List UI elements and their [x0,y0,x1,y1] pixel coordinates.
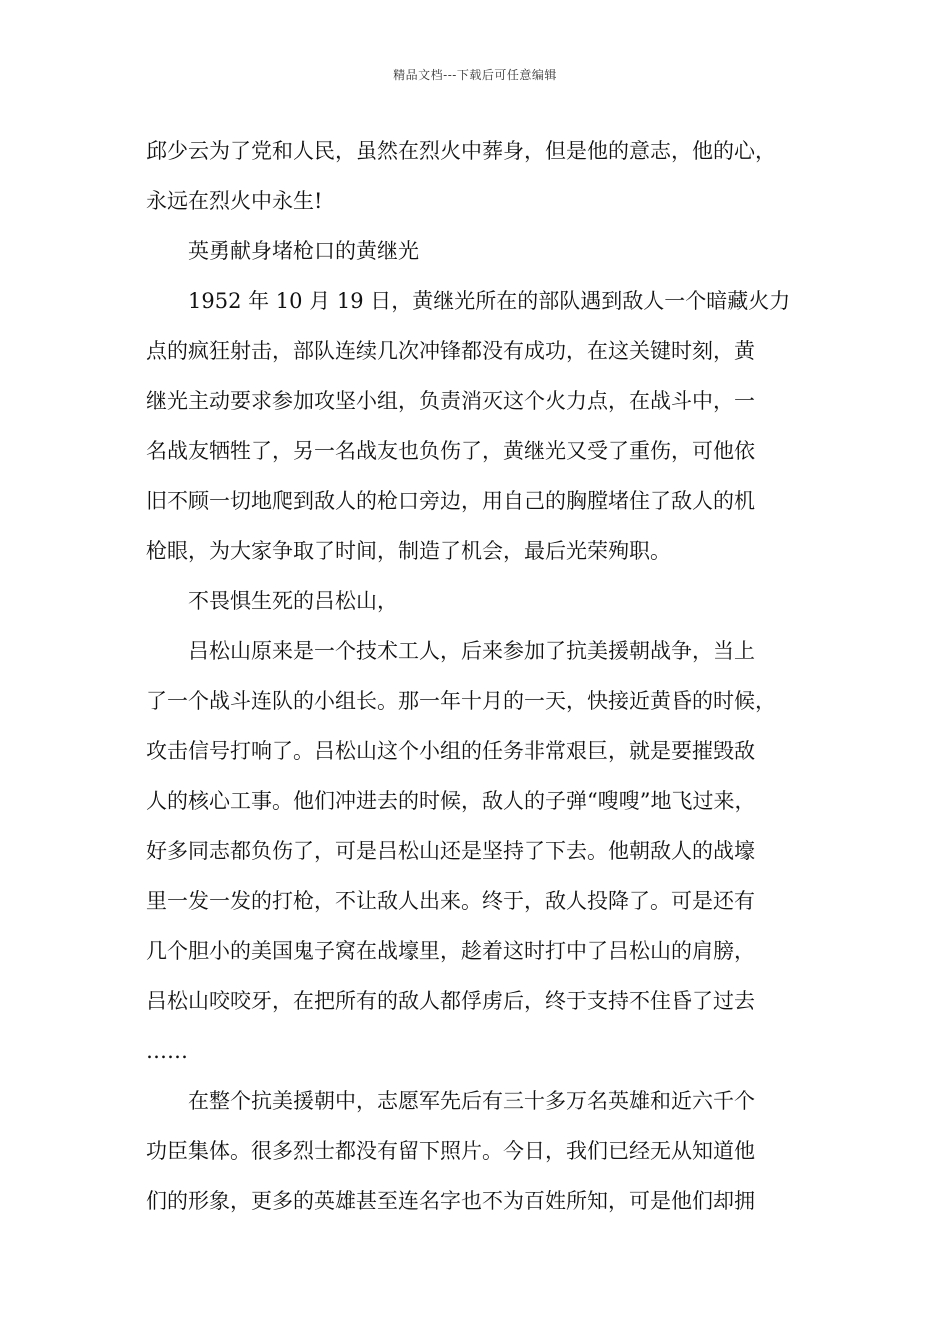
text-line: 1952 年 10 月 19 日，黄继光所在的部队遇到敌人一个暗藏火力 [188,289,791,313]
text-line: 几个胆小的美国鬼子窝在战壕里，趁着这时打中了吕松山的肩膀， [146,939,755,963]
text-line: 功臣集体。很多烈士都没有留下照片。今日，我们已经无从知道他 [146,1139,755,1163]
text-line: 在整个抗美援朝中，志愿军先后有三十多万名英雄和近六千个 [188,1089,755,1113]
document-body [146,126,806,1226]
text-line: 点的疯狂射击，部队连续几次冲锋都没有成功，在这关键时刻，黄 [146,339,755,363]
section-heading-huang-jiguang: 英勇献身堵枪口的黄继光 [188,239,419,263]
text-line: 好多同志都负伤了，可是吕松山还是坚持了下去。他朝敌人的战壕 [146,839,755,863]
text-line: 邱少云为了党和人民，虽然在烈火中葬身，但是他的意志，他的心， [146,139,776,163]
text-line: 旧不顾一切地爬到敌人的枪口旁边，用自己的胸膛堵住了敌人的机 [146,489,755,513]
section-heading-lu-songshan: 不畏惧生死的吕松山， [188,589,398,613]
text-line: 们的形象，更多的英雄甚至连名字也不为百姓所知，可是他们却拥 [146,1189,755,1213]
text-line: 人的核心工事。他们冲进去的时候，敌人的子弹“嗖嗖”地飞过来， [146,789,756,813]
ellipsis-line: …… [146,1039,188,1063]
text-line: 继光主动要求参加攻坚小组，负责消灭这个火力点，在战斗中，一 [146,389,755,413]
text-line: 吕松山原来是一个技术工人，后来参加了抗美援朝战争，当上 [188,639,755,663]
page-header: 精品文档---下载后可任意编辑 [393,68,557,82]
text-line: 里一发一发的打枪，不让敌人出来。终于，敌人投降了。可是还有 [146,889,755,913]
text-line: 枪眼，为大家争取了时间，制造了机会，最后光荣殉职。 [146,539,671,563]
text-line: 名战友牺牲了，另一名战友也负伤了，黄继光又受了重伤，可他依 [146,439,755,463]
text-line: 吕松山咬咬牙，在把所有的敌人都俘虏后，终于支持不住昏了过去 [146,989,755,1013]
text-line: 永远在烈火中永生! [146,189,323,213]
text-line: 攻击信号打响了。吕松山这个小组的任务非常艰巨，就是要摧毁敌 [146,739,755,763]
text-line: 了一个战斗连队的小组长。那一年十月的一天，快接近黄昏的时候， [146,689,776,713]
